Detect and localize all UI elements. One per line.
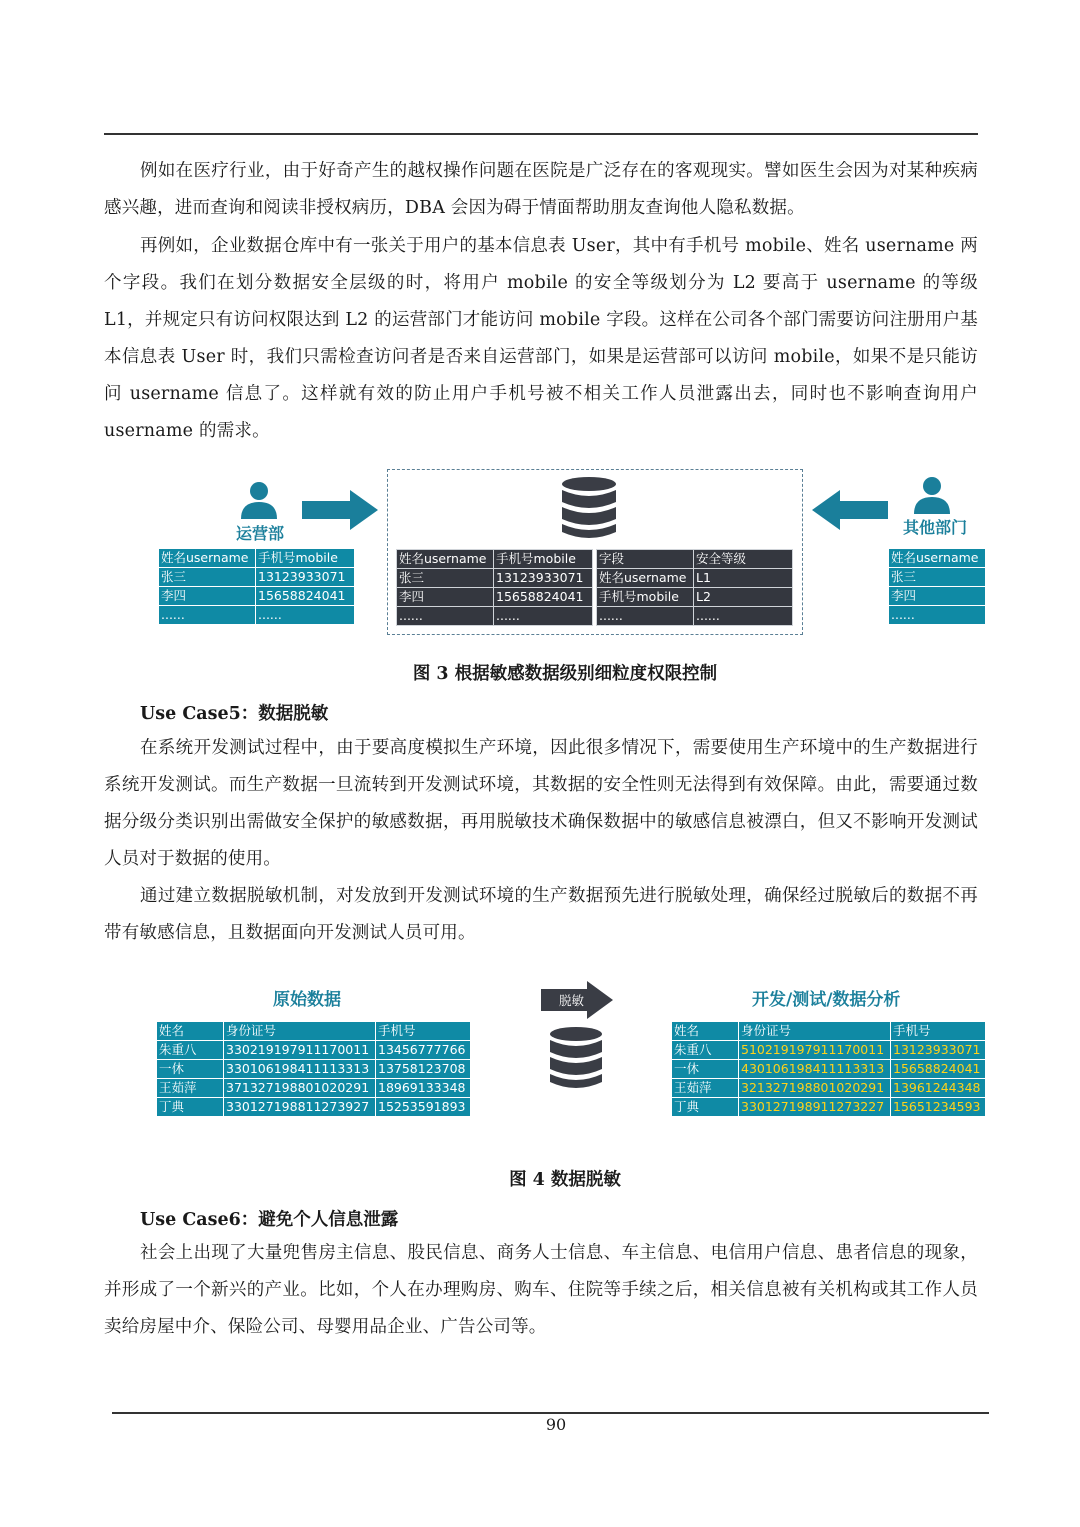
table-cell: ...... — [494, 607, 593, 626]
table-cell: 李四 — [889, 587, 986, 606]
table-cell: 李四 — [397, 588, 494, 607]
table-cell: 15658824041 — [494, 588, 593, 607]
figure-4-caption: 图 4 数据脱敏 — [509, 1170, 621, 1190]
table-row — [157, 1041, 471, 1060]
table-cell: 手机号mobile — [597, 588, 694, 607]
table-row — [159, 606, 355, 625]
table-cell: 张三 — [159, 568, 256, 587]
ops-table — [158, 548, 355, 625]
masked-cell: 430106198411113313 — [739, 1060, 891, 1079]
table-header-row — [397, 550, 593, 569]
masked-cell: 13961244348 — [891, 1079, 986, 1098]
masked-cell: 15658824041 — [891, 1060, 986, 1079]
header-cell: 姓名username — [397, 550, 494, 569]
table-cell: 王茹萍 — [157, 1079, 224, 1098]
table-row — [672, 1079, 986, 1098]
table-cell: 371327198801020291 — [224, 1079, 376, 1098]
center-user-table — [396, 549, 593, 626]
table-cell: 张三 — [889, 568, 986, 587]
masked-cell: 510219197911170011 — [739, 1041, 891, 1060]
header-cell: 姓名username — [159, 549, 256, 568]
header-cell: 身份证号 — [739, 1022, 891, 1041]
table-row — [397, 588, 593, 607]
table-header-row — [889, 549, 986, 568]
table-cell: ...... — [159, 606, 256, 625]
header-cell: 姓名 — [672, 1022, 739, 1041]
masked-cell: 13123933071 — [891, 1041, 986, 1060]
table-cell: ...... — [597, 607, 694, 626]
table-row — [397, 607, 593, 626]
masked-cell: 321327198801020291 — [739, 1079, 891, 1098]
table-cell: 一休 — [672, 1060, 739, 1079]
table-cell: 王茹萍 — [672, 1079, 739, 1098]
figure-3-caption: 图 3 根据敏感数据级别细粒度权限控制 — [412, 664, 718, 684]
table-header-row — [157, 1022, 471, 1041]
table-cell: ...... — [256, 606, 355, 625]
raw-data-table — [156, 1021, 471, 1117]
paragraph-user-table: 再例如，企业数据仓库中有一张关于用户的基本信息表 User，其中有手机号 mobile、姓名 username 两个字段。我们在划分数据安全层级的时，将用户 mobile 的安全等级划分为 L2 要高于 username 的等级 L1，并规定只有访问权限达到 L2 的运营部门才能访问 mobile 字段。这样在公司各个部门需要访问注册用户基本信息表 User 时，我们只需检查访问者是否来自运营部门，如果是运营部可以访问 mobile，如果不是只能访问 username 信息了。这样就有效的防止用户手机号被不相关工作人员泄露出去，同时也不影响查询用户 username 的需求。 — [104, 236, 978, 441]
header-rule — [104, 133, 978, 135]
table-cell: 330127198811273927 — [224, 1098, 376, 1117]
heading-use-case-5: Use Case5：数据脱敏 — [140, 704, 329, 724]
header-cell: 身份证号 — [224, 1022, 376, 1041]
database-icon — [560, 476, 618, 540]
table-cell: 330219197911170011 — [224, 1041, 376, 1060]
table-header-row — [597, 550, 793, 569]
table-cell: 一休 — [157, 1060, 224, 1079]
table-cell: L2 — [694, 588, 793, 607]
table-cell: ...... — [694, 607, 793, 626]
header-cell: 姓名username — [889, 549, 986, 568]
table-row — [159, 568, 355, 587]
masking-arrow-label: 脱敏 — [559, 993, 585, 1008]
arrow-right-icon — [302, 490, 378, 530]
table-row — [157, 1079, 471, 1098]
table-cell: 朱重八 — [157, 1041, 224, 1060]
table-row — [597, 607, 793, 626]
header-cell: 手机号 — [376, 1022, 471, 1041]
table-cell: 13123933071 — [494, 569, 593, 588]
table-row — [157, 1060, 471, 1079]
table-row — [597, 588, 793, 607]
table-row — [672, 1098, 986, 1117]
footer-rule — [112, 1412, 989, 1414]
table-row — [672, 1041, 986, 1060]
other-user-icon — [911, 476, 953, 514]
table-cell: L1 — [694, 569, 793, 588]
table-cell: 张三 — [397, 569, 494, 588]
table-cell: 丁典 — [672, 1098, 739, 1117]
table-header-row — [159, 549, 355, 568]
table-cell: ...... — [397, 607, 494, 626]
heading-use-case-6: Use Case6：避免个人信息泄露 — [140, 1210, 399, 1230]
table-row — [157, 1098, 471, 1117]
arrow-left-icon — [812, 490, 888, 530]
header-cell: 手机号mobile — [494, 550, 593, 569]
table-cell: 15658824041 — [256, 587, 355, 606]
table-row — [672, 1060, 986, 1079]
table-header-row — [672, 1022, 986, 1041]
other-dept-label: 其他部门 — [903, 518, 968, 537]
table-cell: 朱重八 — [672, 1041, 739, 1060]
masked-cell: 330127198911273227 — [739, 1098, 891, 1117]
table-row — [889, 606, 986, 625]
header-cell: 手机号 — [891, 1022, 986, 1041]
table-cell: 13123933071 — [256, 568, 355, 587]
table-cell: 15253591893 — [376, 1098, 471, 1117]
masked-cell: 15651234593 — [891, 1098, 986, 1117]
other-dept-table — [888, 548, 986, 625]
table-cell: ...... — [889, 606, 986, 625]
table-row — [889, 587, 986, 606]
table-cell: 姓名username — [597, 569, 694, 588]
dev-data-label: 开发/测试/数据分析 — [752, 990, 901, 1010]
table-cell: 李四 — [159, 587, 256, 606]
table-cell: 丁典 — [157, 1098, 224, 1117]
table-row — [397, 569, 593, 588]
table-cell: 18969133348 — [376, 1079, 471, 1098]
masked-data-table — [671, 1021, 986, 1117]
paragraph-dev-test: 在系统开发测试过程中，由于要高度模拟生产环境，因此很多情况下，需要使用生产环境中的生产数据进行系统开发测试。而生产数据一旦流转到开发测试环境，其数据的安全性则无法得到有效保障。由此，需要通过数据分级分类识别出需做安全保护的敏感数据，再用脱敏技术确保数据中的敏感信息被漂白，但又不影响开发测试人员对于数据的使用。 — [104, 738, 978, 869]
raw-data-label: 原始数据 — [273, 990, 341, 1010]
header-cell: 手机号mobile — [256, 549, 355, 568]
ops-dept-label: 运营部 — [236, 524, 285, 543]
header-cell: 姓名 — [157, 1022, 224, 1041]
header-cell: 字段 — [597, 550, 694, 569]
table-cell: 13456777766 — [376, 1041, 471, 1060]
paragraph-masking-mechanism: 通过建立数据脱敏机制，对发放到开发测试环境的生产数据预先进行脱敏处理，确保经过脱敏后的数据不再带有敏感信息，且数据面向开发测试人员可用。 — [104, 886, 978, 943]
paragraph-medical: 例如在医疗行业，由于好奇产生的越权操作问题在医院是广泛存在的客观现实。譬如医生会因为对某种疾病感兴趣，进而查询和阅读非授权病历，DBA 会因为碍于情面帮助朋友查询他人隐私数据。 — [104, 161, 978, 218]
table-row — [597, 569, 793, 588]
database-icon — [548, 1026, 604, 1090]
paragraph-personal-info: 社会上出现了大量兜售房主信息、股民信息、商务人士信息、车主信息、电信用户信息、患者信息的现象，并形成了一个新兴的产业。比如，个人在办理购房、购车、住院等手续之后，相关信息被有关机构或其工作人员卖给房屋中介、保险公司、母婴用品企业、广告公司等。 — [104, 1243, 978, 1337]
table-cell: 13758123708 — [376, 1060, 471, 1079]
page-number: 90 — [545, 1415, 567, 1434]
table-row — [889, 568, 986, 587]
table-cell: 330106198411113313 — [224, 1060, 376, 1079]
ops-user-icon — [238, 481, 280, 519]
header-cell: 安全等级 — [694, 550, 793, 569]
table-row — [159, 587, 355, 606]
security-level-table — [596, 549, 793, 626]
